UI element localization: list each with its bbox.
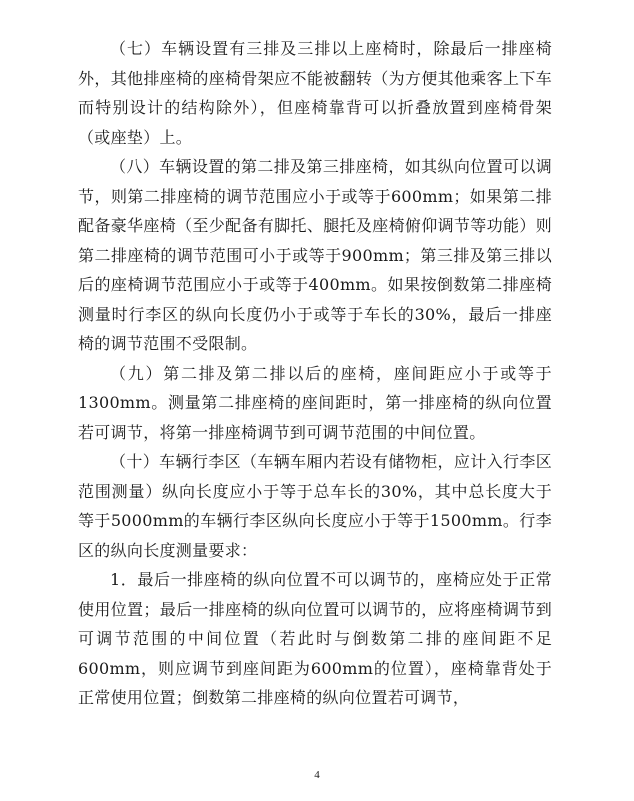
page-number: 4 [314, 769, 320, 781]
document-body [78, 34, 552, 713]
paragraph-ten: （十）车辆行李区（车辆车厢内若设有储物柜，应计入行李区范围测量）纵向长度应小于等于总车长的30%，其中总长度大于等于5000mm的车辆行李区纵向长度应小于等于1500mm。行李区的纵向长度测量要求： [78, 452, 552, 560]
paragraph-seven: （七）车辆设置有三排及三排以上座椅时，除最后一排座椅外，其他排座椅的座椅骨架应不能被翻转（为方便其他乘客上下车而特别设计的结构除外），但座椅靠背可以折叠放置到座椅骨架（或座垫）上。 [78, 39, 552, 147]
paragraph-nine: （九）第二排及第二排以后的座椅，座间距应小于或等于1300mm。测量第二排座椅的座间距时，第一排座椅的纵向位置若可调节，将第一排座椅调节到可调节范围的中间位置。 [78, 363, 552, 442]
paragraph-item-1: 1．最后一排座椅的纵向位置不可以调节的，座椅应处于正常使用位置；最后一排座椅的纵向位置可以调节的，应将座椅调节到可调节范围的中间位置（若此时与倒数第二排的座间距不足600mm，则应调节到座间距为600mm的位置），座椅靠背处于正常使用位置；倒数第二排座椅的纵向位置若可调节， [78, 570, 552, 707]
paragraph-eight: （八）车辆设置的第二排及第三排座椅，如其纵向位置可以调节，则第二排座椅的调节范围应小于或等于600mm；如果第二排配备豪华座椅（至少配备有脚托、腿托及座椅俯仰调节等功能）则第二排座椅的调节范围可小于或等于900mm；第三排及第三排以后的座椅调节范围应小于或等于400mm。如果按倒数第二排座椅测量时行李区的纵向长度仍小于或等于车长的30%，最后一排座椅的调节范围不受限制。 [78, 157, 552, 353]
